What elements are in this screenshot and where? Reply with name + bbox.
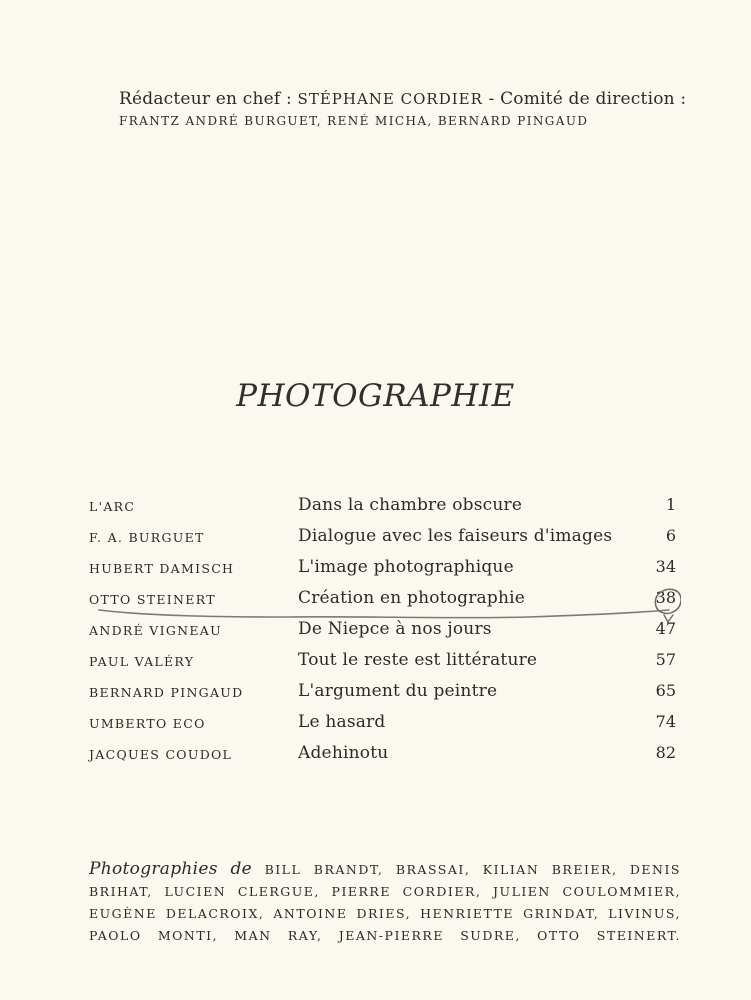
editor-label: Rédacteur en chef : bbox=[119, 89, 292, 109]
toc-page-number: 57 bbox=[655, 650, 676, 669]
masthead-editor-line bbox=[119, 86, 687, 112]
credits-line: BRIHAT, LUCIEN CLERGUE, PIERRE CORDIER, JULIEN COULOMMIER, bbox=[89, 884, 681, 899]
toc-page-number: 6 bbox=[665, 526, 676, 545]
credits-line: PAOLO MONTI, MAN RAY, JEAN-PIERRE SUDRE, OTTO STEINERT. bbox=[89, 928, 681, 943]
toc-article-title: Création en photographie bbox=[298, 588, 526, 608]
committee-label: Comité de direction : bbox=[500, 89, 687, 109]
toc-row[interactable] bbox=[89, 679, 679, 710]
page-title: PHOTOGRAPHIE bbox=[236, 378, 515, 414]
toc-author: PAUL VALÉRY bbox=[89, 654, 195, 669]
toc-article-title: Le hasard bbox=[298, 712, 386, 732]
toc-row[interactable] bbox=[89, 524, 679, 555]
toc-row[interactable] bbox=[89, 493, 679, 524]
photo-credits bbox=[89, 858, 681, 947]
toc-row[interactable] bbox=[89, 710, 679, 741]
toc-article-title: De Niepce à nos jours bbox=[298, 619, 492, 639]
toc-article-title: Adehinotu bbox=[298, 743, 389, 763]
toc-page-number: 34 bbox=[655, 557, 676, 576]
toc-article-title: Dans la chambre obscure bbox=[298, 495, 523, 515]
toc-row[interactable] bbox=[89, 648, 679, 679]
table-of-contents bbox=[89, 493, 679, 772]
toc-row-highlighted[interactable] bbox=[89, 586, 679, 617]
toc-page-number: 1 bbox=[665, 495, 676, 514]
toc-author: ANDRÉ VIGNEAU bbox=[89, 623, 222, 638]
toc-page-number: 38 bbox=[655, 588, 676, 607]
toc-author: F. A. BURGUET bbox=[89, 530, 205, 545]
toc-author: HUBERT DAMISCH bbox=[89, 561, 235, 576]
toc-author: OTTO STEINERT bbox=[89, 592, 216, 607]
credits-intro: Photographies de bbox=[89, 859, 253, 879]
toc-page-number: 65 bbox=[655, 681, 676, 700]
credits-line bbox=[89, 858, 681, 881]
committee-members: FRANTZ ANDRÉ BURGUET, RENÉ MICHA, BERNARD PINGAUD bbox=[119, 114, 589, 128]
masthead-separator: - bbox=[488, 89, 495, 109]
editor-name: STÉPHANE CORDIER bbox=[297, 90, 483, 108]
toc-row[interactable] bbox=[89, 617, 679, 648]
toc-row[interactable] bbox=[89, 741, 679, 772]
toc-author: UMBERTO ECO bbox=[89, 716, 206, 731]
toc-article-title: Tout le reste est littérature bbox=[298, 650, 538, 670]
masthead bbox=[119, 86, 687, 128]
toc-article-title: L'argument du peintre bbox=[298, 681, 498, 701]
toc-article-title: L'image photographique bbox=[298, 557, 514, 577]
toc-page-number: 47 bbox=[655, 619, 676, 638]
toc-author: JACQUES COUDOL bbox=[89, 747, 233, 762]
toc-page-number: 82 bbox=[655, 743, 676, 762]
toc-author: L'ARC bbox=[89, 499, 136, 514]
credits-names: BILL BRANDT, BRASSAI, KILIAN BREIER, DENIS bbox=[264, 862, 681, 877]
credits-line: EUGÈNE DELACROIX, ANTOINE DRIES, HENRIETTE GRINDAT, LIVINUS, bbox=[89, 906, 681, 921]
toc-row[interactable] bbox=[89, 555, 679, 586]
toc-article-title: Dialogue avec les faiseurs d'images bbox=[298, 526, 613, 546]
toc-author: BERNARD PINGAUD bbox=[89, 685, 244, 700]
toc-page-number: 74 bbox=[655, 712, 676, 731]
